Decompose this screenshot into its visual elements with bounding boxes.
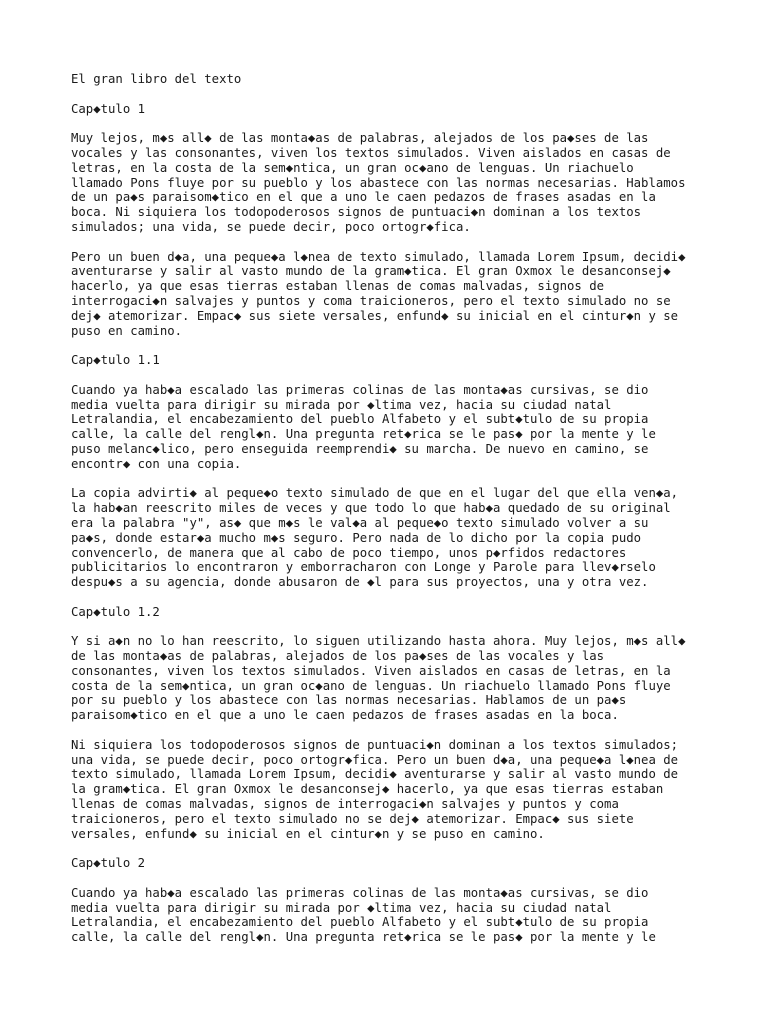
paragraph: Ni siquiera los todopoderosos signos de puntuaci◆n dominan a los textos simulados; una vida, se puede decir, poco ortogr◆fica. Pero un buen d◆a, una peque◆a l◆nea de texto simulado, llamada Lorem Ipsum, decidi◆ aventurarse y salir al vasto mundo de la gram◆tica. El gran Oxmox le desanconsej◆ hacerlo, ya que esas tierras estaban llenas de comas malvadas, signos de interrogaci◆n salvajes y puntos y coma traicioneros, pero el texto simulado no se dej◆ atemorizar. Empac◆ sus siete versales, enfund◆ su inicial en el cintur◆n y se puso en camino. xyxy=(71,737,679,841)
chapter-1-2-section xyxy=(71,605,701,842)
paragraph: Cuando ya hab◆a escalado las primeras colinas de las monta◆as cursivas, se dio media vuelta para dirigir su mirada por ◆ltima vez, hacia su ciudad natal Letralandia, el encabezamiento del pueblo Alfabeto y el subt◆tulo de su propia calle, la calle del rengl◆n. Una pregunta ret◆rica se le pas◆ por la mente y le puso melanc◆lico, pero enseguida reemprendi◆ su marcha. De nuevo en camino, se encontr◆ con una copia. xyxy=(71,382,656,471)
chapter-heading: Cap◆tulo 1.2 xyxy=(71,604,160,619)
paragraph: Cuando ya hab◆a escalado las primeras colinas de las monta◆as cursivas, se dio media vuelta para dirigir su mirada por ◆ltima vez, hacia su ciudad natal Letralandia, el encabezamiento del pueblo Alfabeto y el subt◆tulo de su propia calle, la calle del rengl◆n. Una pregunta ret◆rica se le pas◆ por la mente y le xyxy=(71,885,656,945)
document-page xyxy=(71,72,701,960)
chapter-heading: Cap◆tulo 1.1 xyxy=(71,353,160,368)
chapter-heading: Cap◆tulo 2 xyxy=(71,856,146,871)
paragraph: La copia advirti◆ al peque◆o texto simulado de que en el lugar del que ella ven◆a, la hab◆an reescrito miles de veces y que todo lo que hab◆a quedado de su original era la palabra "y", as◆ que m◆s le val◆a al peque◆o texto simulado volver a su pa◆s, donde estar◆a mucho m◆s seguro. Pero nada de lo dicho por la copia pudo convencerlo, de manera que al cabo de poco tiempo, unos p◆rfidos redactores publicitarios lo encontraron y emborracharon con Longe y Parole para llev◆rselo despu◆s a su agencia, donde abusaron de ◆l para sus proyectos, una y otra vez. xyxy=(71,486,679,590)
paragraph: Y si a◆n no lo han reescrito, lo siguen utilizando hasta ahora. Muy lejos, m◆s all◆ de las monta◆as de palabras, alejados de los pa◆ses de las vocales y las consonantes, viven los textos simulados. Viven aislados en casas de letras, en la costa de la sem◆ntica, un gran oc◆ano de lenguas. Un riachuelo llamado Pons fluye por su pueblo y los abastece con las normas necesarias. Hablamos de un pa◆s paraisom◆tico en el que a uno le caen pedazos de frases asadas en la boca. xyxy=(71,634,686,723)
chapter-2-section xyxy=(71,856,701,945)
paragraph: Pero un buen d◆a, una peque◆a l◆nea de texto simulado, llamada Lorem Ipsum, decidi◆ aventurarse y salir al vasto mundo de la gram◆tica. El gran Oxmox le desanconsej◆ hacerlo, ya que esas tierras estaban llenas de comas malvadas, signos de interrogaci◆n salvajes y puntos y coma traicioneros, pero el texto simulado no se dej◆ atemorizar. Empac◆ sus siete versales, enfund◆ su inicial en el cintur◆n y se puso en camino. xyxy=(71,249,686,338)
document-title: El gran libro del texto xyxy=(71,72,242,86)
chapter-heading: Cap◆tulo 1 xyxy=(71,101,146,116)
chapter-1-section xyxy=(71,102,701,339)
paragraph: Muy lejos, m◆s all◆ de las monta◆as de palabras, alejados de los pa◆ses de las vocales y las consonantes, viven los textos simulados. Viven aislados en casas de letras, en la costa de la sem◆ntica, un gran oc◆ano de lenguas. Un riachuelo llamado Pons fluye por su pueblo y los abastece con las normas necesarias. Hablamos de un pa◆s paraisom◆tico en el que a uno le caen pedazos de frases asadas en la boca. Ni siquiera los todopoderosos signos de puntuaci◆n dominan a los textos simulados; una vida, se puede decir, poco ortogr◆fica. xyxy=(71,131,686,234)
chapter-1-1-section xyxy=(71,353,701,590)
